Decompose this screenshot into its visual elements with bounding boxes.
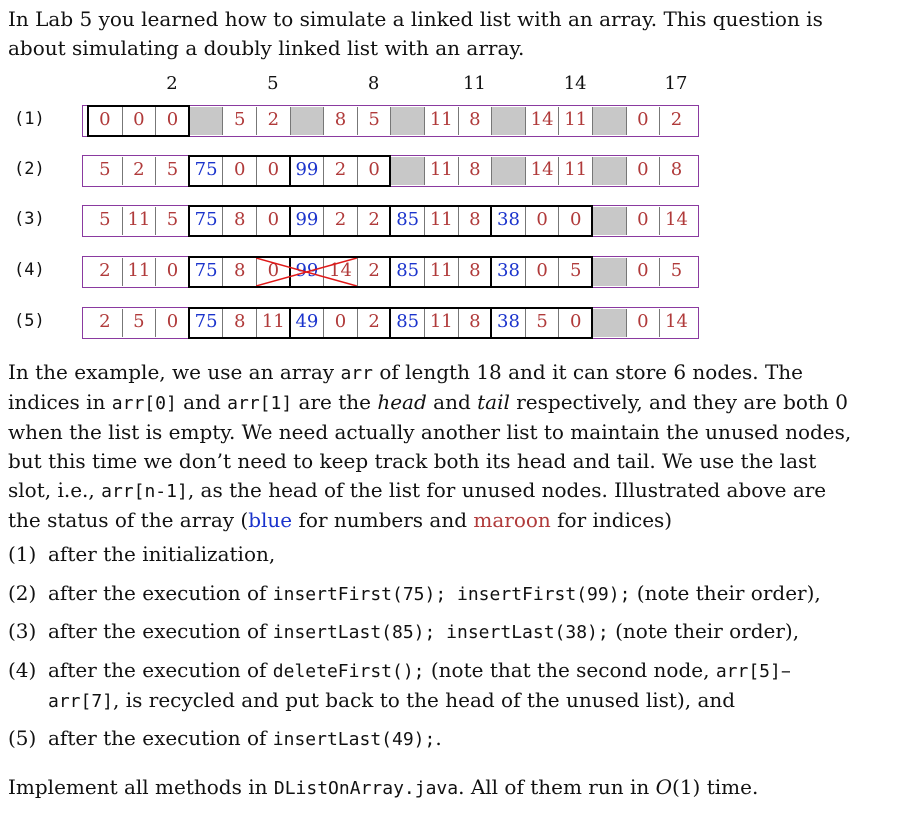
desc-text: and	[426, 390, 478, 414]
desc-text: , as the head of the list for unused nodes. Illustrated above are	[187, 478, 827, 502]
array-cell: 14	[525, 157, 559, 185]
node-box	[289, 205, 392, 237]
array-cell: 8	[458, 157, 492, 185]
array-cell: 0	[558, 207, 592, 235]
array-cell	[592, 157, 626, 185]
array-cell: 5	[525, 309, 559, 337]
array-cell: 14	[525, 107, 559, 135]
intro-paragraph	[8, 5, 868, 63]
code-arr0: arr[0]	[111, 393, 177, 414]
step-number: (3)	[8, 619, 37, 643]
step-desc: after the execution of	[48, 619, 273, 643]
array-cell: 8	[659, 157, 693, 185]
array-cell: 49	[290, 309, 324, 337]
code-arr5: arr[5]	[715, 661, 781, 682]
intro-line-2: about simulating a doubly linked list with an array.	[8, 36, 525, 60]
array-cell: 2	[659, 107, 693, 135]
closing-text: (1) time.	[672, 775, 759, 799]
array-cell: 0	[626, 157, 660, 185]
array-cell: 2	[357, 207, 391, 235]
step-desc: after the execution of	[48, 658, 273, 682]
step-desc: after the initialization,	[48, 542, 276, 566]
step-text	[48, 724, 878, 754]
array-cell: 99	[290, 207, 324, 235]
array-cell	[592, 258, 626, 286]
array-cell: 0	[256, 157, 290, 185]
array-cell: 14	[659, 207, 693, 235]
array-cell: 5	[155, 157, 189, 185]
array-cell: 0	[99, 109, 111, 130]
array-cell: 2	[99, 311, 111, 332]
node-box	[389, 205, 492, 237]
array-cell: 8	[222, 207, 256, 235]
step-code: insertFirst(75); insertFirst(99);	[272, 584, 631, 605]
array-cell: 0	[256, 258, 290, 286]
array-cell: 5	[99, 159, 111, 180]
desc-text: the status of the array (	[8, 508, 249, 532]
array-cell: 38	[491, 207, 525, 235]
array-cell: 2	[122, 157, 156, 185]
index-label: 5	[267, 73, 279, 94]
array-cell: 11	[558, 107, 592, 135]
node-box	[490, 307, 593, 339]
index-label: 11	[462, 73, 486, 94]
array-cell	[592, 107, 626, 135]
array-cell: 8	[458, 309, 492, 337]
array-cell: 0	[155, 107, 189, 135]
array-cell: 11	[424, 309, 458, 337]
array-cell	[189, 107, 223, 135]
desc-text: In the example, we use an array	[8, 360, 341, 384]
term-tail: tail	[477, 390, 510, 414]
array-cell: 0	[525, 207, 559, 235]
array-cell: 8	[323, 107, 357, 135]
array-cell: 11	[122, 207, 156, 235]
array-cell: 5	[155, 207, 189, 235]
array-cell: 11	[424, 207, 458, 235]
node-box	[389, 307, 492, 339]
array-cell: 75	[189, 309, 223, 337]
array-cell: 11	[256, 309, 290, 337]
legend-blue: blue	[248, 508, 293, 532]
desc-text: slot, i.e.,	[8, 478, 102, 502]
node-box	[289, 155, 392, 187]
row-label: (1)	[14, 109, 45, 129]
index-label: 14	[563, 73, 587, 94]
array-cell: 0	[626, 107, 660, 135]
step-note: , is recycled and put back to the head of the unused list), and	[113, 688, 736, 712]
array-cell: 2	[323, 207, 357, 235]
desc-text: for numbers and	[292, 508, 474, 532]
row-label: (5)	[14, 311, 45, 331]
step-text	[48, 579, 878, 609]
array-cell: 11	[558, 157, 592, 185]
desc-text: when the list is empty. We need actually another list to maintain the unused nodes,	[8, 420, 852, 444]
code-arr1: arr[1]	[227, 393, 293, 414]
array-cell: 8	[222, 258, 256, 286]
desc-text: indices in	[8, 390, 112, 414]
array-cell: 5	[222, 107, 256, 135]
array-cell: 14	[323, 258, 357, 286]
step-desc: after the execution of	[48, 726, 273, 750]
array-cell: 11	[424, 258, 458, 286]
row-label: (3)	[14, 209, 45, 229]
array-cell: 99	[290, 258, 324, 286]
array-cell: 11	[424, 157, 458, 185]
array-cell: 2	[357, 258, 391, 286]
legend-maroon: maroon	[473, 508, 551, 532]
step-note: (note their order),	[608, 619, 800, 643]
array-cell	[290, 107, 324, 135]
node-box	[188, 155, 291, 187]
node-box	[490, 256, 593, 288]
array-cell	[390, 157, 424, 185]
array-cell: 85	[390, 207, 424, 235]
dash: –	[780, 658, 791, 682]
array-cell: 8	[458, 258, 492, 286]
array-cell	[491, 107, 525, 135]
array-cell: 5	[99, 209, 111, 230]
closing-text: Implement all methods in	[8, 775, 274, 799]
code-arr-n-1: arr[n-1]	[101, 481, 188, 502]
code-filename: DListOnArray.java	[273, 778, 459, 799]
array-cell: 0	[357, 157, 391, 185]
array-cell: 0	[256, 207, 290, 235]
array-cell: 0	[626, 309, 660, 337]
step-note: (note their order),	[630, 581, 821, 605]
node-box	[490, 205, 593, 237]
array-cell: 2	[357, 309, 391, 337]
desc-text: are the	[292, 390, 378, 414]
big-o: O	[655, 775, 673, 799]
array-cell: 0	[558, 309, 592, 337]
step-note: .	[435, 726, 442, 750]
row-label: (2)	[14, 159, 45, 179]
step-text	[48, 617, 878, 647]
array-cell: 2	[256, 107, 290, 135]
step-number: (2)	[8, 581, 37, 605]
step-number: (1)	[8, 542, 37, 566]
array-cell	[592, 207, 626, 235]
step-number: (5)	[8, 726, 37, 750]
array-cell: 14	[659, 309, 693, 337]
desc-text: and	[176, 390, 228, 414]
step-code: insertLast(49);	[272, 729, 436, 750]
step-text	[48, 656, 878, 716]
array-cell: 85	[390, 309, 424, 337]
intro-line-1: In Lab 5 you learned how to simulate a linked list with an array. This question is	[8, 7, 823, 31]
term-head: head	[377, 390, 427, 414]
array-cell: 38	[491, 309, 525, 337]
array-cell: 8	[222, 309, 256, 337]
code-arr: arr	[340, 363, 373, 384]
array-cell: 75	[189, 207, 223, 235]
array-cell	[592, 309, 626, 337]
node-box	[188, 307, 291, 339]
array-cell: 8	[458, 107, 492, 135]
desc-text: respectively, and they are both 0	[509, 390, 848, 414]
closing-text: . All of them run in	[458, 775, 656, 799]
node-box	[289, 307, 392, 339]
array-cell: 0	[155, 309, 189, 337]
row-label: (4)	[14, 260, 45, 280]
array-cell: 0	[222, 157, 256, 185]
node-box	[188, 205, 291, 237]
array-cell: 11	[424, 107, 458, 135]
node-box	[389, 256, 492, 288]
array-cell: 75	[189, 157, 223, 185]
step-code: deleteFirst();	[272, 661, 425, 682]
array-cell	[390, 107, 424, 135]
index-label: 17	[664, 73, 688, 94]
array-cell: 2	[323, 157, 357, 185]
step-code: insertLast(85); insertLast(38);	[272, 622, 609, 643]
desc-text: for indices)	[550, 508, 673, 532]
array-cell: 5	[357, 107, 391, 135]
array-cell: 5	[659, 258, 693, 286]
array-cell: 5	[122, 309, 156, 337]
array-cell: 2	[99, 260, 111, 281]
desc-text: of length 18 and it can store 6 nodes. The	[372, 360, 804, 384]
index-label: 2	[166, 73, 178, 94]
step-number: (4)	[8, 658, 37, 682]
array-cell: 38	[491, 258, 525, 286]
array-cell: 0	[323, 309, 357, 337]
deleted-node-cross	[256, 258, 357, 286]
array-cell: 8	[458, 207, 492, 235]
array-cell: 0	[626, 207, 660, 235]
array-cell	[491, 157, 525, 185]
array-cell: 5	[558, 258, 592, 286]
step-desc: after the execution of	[48, 581, 273, 605]
step-note: (note that the second node,	[424, 658, 716, 682]
array-cell: 0	[155, 258, 189, 286]
array-cell: 85	[390, 258, 424, 286]
array-cell: 0	[122, 107, 156, 135]
array-cell: 11	[122, 258, 156, 286]
code-arr7: arr[7]	[48, 691, 114, 712]
array-cell: 0	[525, 258, 559, 286]
index-label: 8	[367, 73, 380, 94]
desc-text: but this time we don’t need to keep track both its head and tail. We use the last	[8, 449, 817, 473]
step-text	[48, 540, 878, 569]
array-cell: 0	[626, 258, 660, 286]
array-cell: 75	[189, 258, 223, 286]
closing-paragraph	[8, 773, 868, 803]
node-box	[87, 105, 190, 137]
description-paragraph	[8, 358, 868, 535]
array-cell: 99	[290, 157, 324, 185]
